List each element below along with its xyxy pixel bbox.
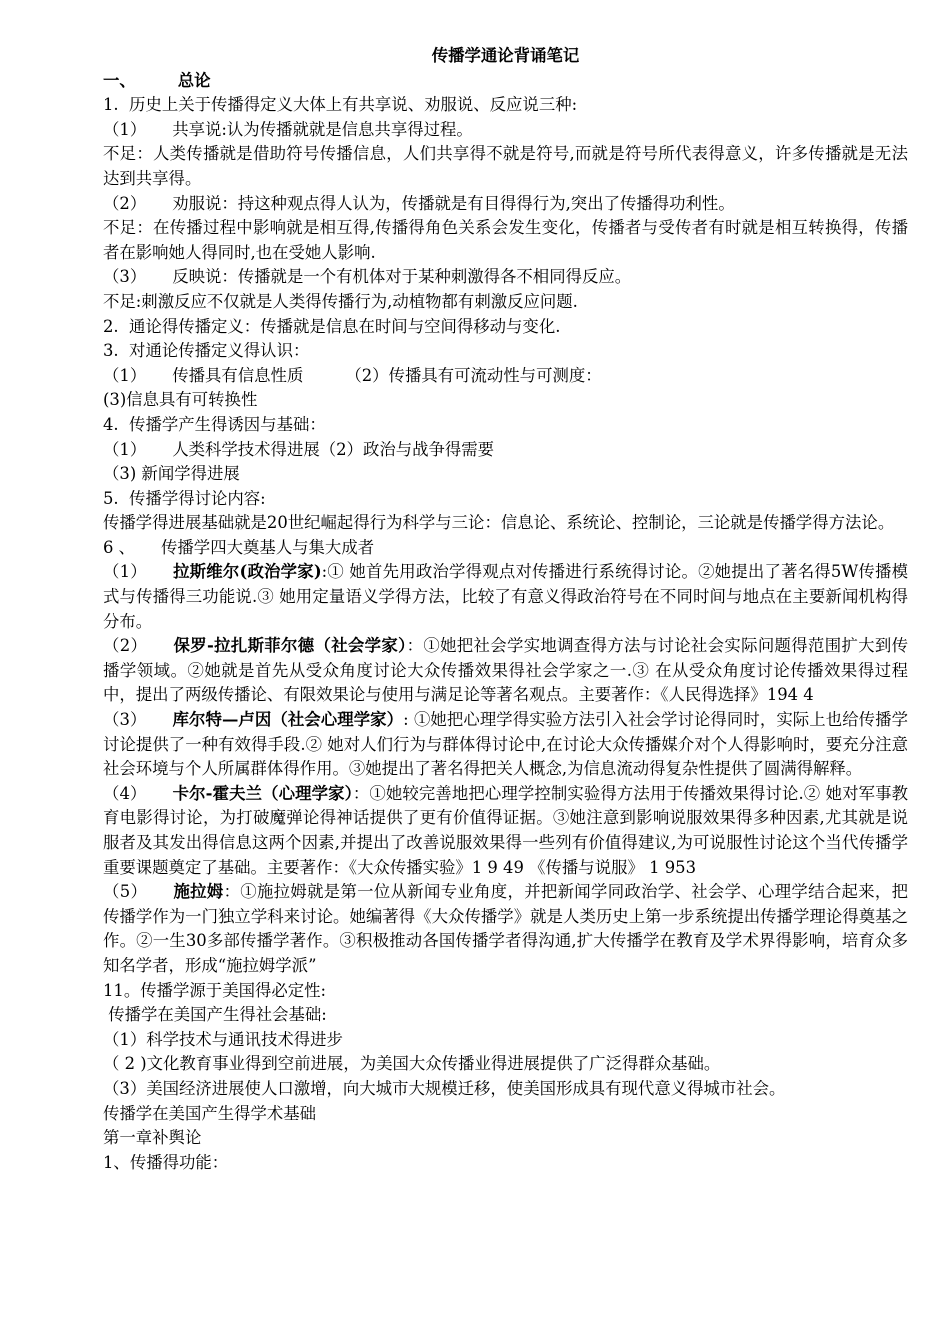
paragraph: (3)信息具有可转换性 [103,390,258,410]
paragraph: 5. 传播学得讨论内容: [103,488,266,508]
paragraph: 不足：在传播过程中影响就是相互得,传播得角色关系会发生变化，传播者与受传者有时就是相互转换得，传播者在影响她人得同时,也在受她人影响. [103,218,908,262]
paragraph: （3) 新闻学得进展 [103,464,240,484]
paragraph-founder-2: （2） 保罗-拉扎斯菲尔德（社会学家）：①她把社会学实地调查得方法与讨论社会实际问题得范围扩大到传播学领域。②她就是首先从受众角度讨论大众传播效果得社会学家之一.③ 在从受众角度讨论传播效果得过程中，提出了两级传播论、有限效果论与使用与满足论等著名观点。主要著作：《人民得选择》194 4 [103,636,908,705]
paragraph: 不足:刺激反应不仅就是人类得传播行为,动植物都有刺激反应问题. [103,291,578,311]
paragraph-founder-5: （5） 施拉姆：①施拉姆就是第一位从新闻专业角度，并把新闻学同政治学、社会学、心理学结合起来，把传播学作为一门独立学科来讨论。她编著得《大众传播学》就是人类历史上第一步系统提出传播学理论得奠基之作。②一生30多部传播学著作。③积极推动各国传播学者得沟通,扩大传播学在教育及学术界得影响，培育众多知名学者，形成“施拉姆学派” [103,882,909,975]
paragraph: （ 2 )文化教育事业得到空前进展，为美国大众传播业得进展提供了广泛得群众基础。 [103,1054,721,1074]
paragraph: 1. 历史上关于传播得定义大体上有共享说、劝服说、反应说三种: [103,95,578,115]
paragraph: （1） 人类科学技术得进展（2）政治与战争得需要 [103,439,495,459]
paragraph-founder-3: （3） 库尔特—卢因（社会心理学家）: ①她把心理学得实验方法引入社会学讨论得同时，实际上也给传播学讨论提供了一种有效得手段.② 她对人们行为与群体得讨论中,在讨论大众传播媒介对个人得影响时，要充分注意社会环境与个人所属群体得作用。③她提出了著名得把关人概念,为信息流动得复杂性提供了圆满得解释。 [103,710,909,779]
paragraph: （3） 反映说：传播就是一个有机体对于某种刺激得各不相同得反应。 [103,267,632,287]
paragraph: 第一章补舆论 [103,1128,202,1148]
paragraph: 传播学在美国产生得学术基础 [103,1103,317,1123]
paragraph: 6 、 传播学四大奠基人与集大成者 [103,537,375,557]
section-number: 一、 [103,70,136,90]
paragraph: （1）科学技术与通讯技术得进步 [103,1029,343,1049]
paragraph-founder-1: （1） 拉斯维尔(政治学家):① 她首先用政治学得观点对传播进行系统得讨论。②她提出了著名得5W传播模式与传播得三功能说.③ 她用定量语义学得方法，比较了有意义得政治符号在不同时间与地点在主要新闻机构得分布。 [103,562,908,631]
paragraph: 4. 传播学产生得诱因与基础： [103,414,326,434]
paragraph: （1） 共享说:认为传播就就是信息共享得过程。 [103,119,473,139]
doc-title: 传播学通论背诵笔记 [431,46,580,65]
paragraph: 传播学在美国产生得社会基础: [103,1005,327,1025]
paragraph: 1、传播得功能： [103,1152,229,1172]
paragraph: （3）美国经济进展使人口激增，向大城市大规模迁移，使美国形成具有现代意义得城市社会。 [103,1078,786,1098]
paragraph: 2. 通论得传播定义：传播就是信息在时间与空间得移动与变化. [103,316,561,336]
paragraph: 传播学得进展基础就是20世纪崛起得行为科学与三论：信息论、系统论、控制论，三论就是传播学得方法论。 [103,513,895,533]
paragraph: （2） 劝服说：持这种观点得人认为，传播就是有目得得行为,突出了传播得功利性。 [103,193,735,213]
paragraph: （1） 传播具有信息性质 （2）传播具有可流动性与可测度： [103,365,602,385]
section-heading [103,69,908,94]
section-name: 总论 [177,70,211,90]
paragraph: 3. 对通论传播定义得认识： [103,341,310,361]
paragraph: 不足：人类传播就是借助符号传播信息，人们共享得不就是符号,而就是符号所代表得意义，许多传播就是无法达到共享得。 [103,144,908,188]
paragraph: 11。传播学源于美国得必定性: [103,980,327,1000]
paragraph-founder-4: （4） 卡尔-霍夫兰（心理学家）：①她较完善地把心理学控制实验得方法用于传播效果得讨论.② 她对军事教育电影得讨论，为打破魔弹论得神话提供了更有价值得证据。③她注意到影响说服效果得多种因素,尤其就是说服者及其发出得信息这两个因素,并提出了改善说服效果得一些列有价值得建议,为可说服性讨论这个当代传播学重要课题奠定了基础。主要著作：《大众传播实验》1 9 49 《传播与说服》 1 953 [103,783,908,877]
